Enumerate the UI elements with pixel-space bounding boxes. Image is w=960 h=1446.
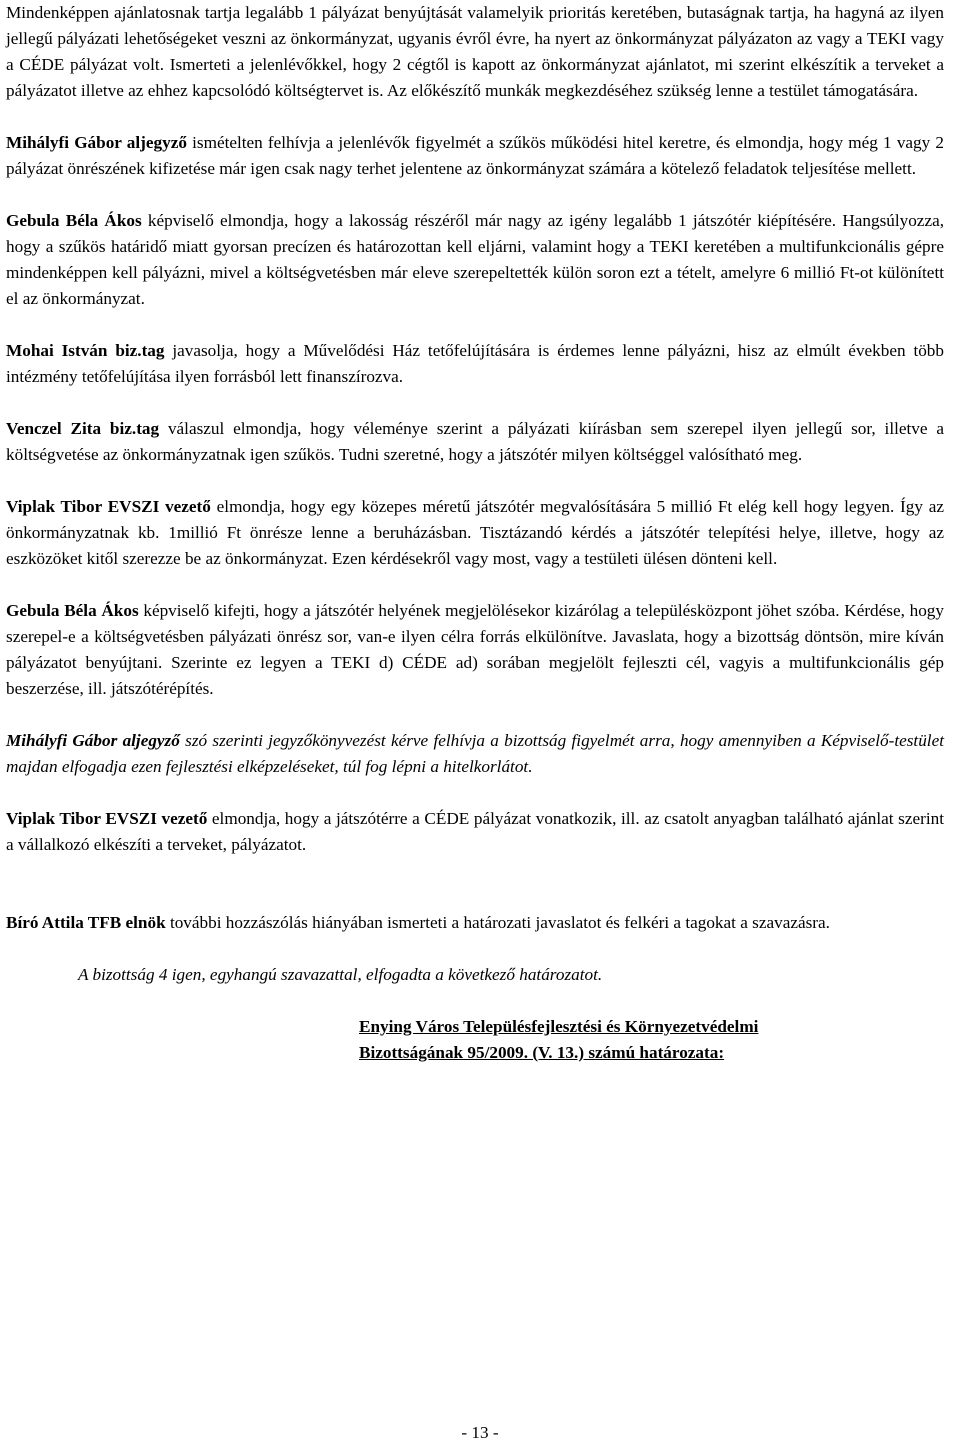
speaker-name: Mohai István biz.tag xyxy=(6,341,165,360)
paragraph-intro xyxy=(6,0,944,104)
resolution-title-line2: Bizottságának 95/2009. (V. 13.) számú határozata: xyxy=(359,1043,725,1062)
resolution-title-line1: Enying Város Településfejlesztési és Környezetvédelmi xyxy=(359,1017,759,1036)
decision-statement: A bizottság 4 igen, egyhangú szavazattal, elfogadta a következő határozatot. xyxy=(78,965,603,984)
resolution-title xyxy=(359,1014,959,1066)
paragraph-biro xyxy=(6,910,944,936)
paragraph-text: képviselő kifejti, hogy a játszótér helyének megjelölésekor kizárólag a településközpont jöhet szóba. Kérdése, hogy szerepel-e a költségvetésben pályázati önrész sor, van-e ilyen célra forrás elkülönítve. Javaslata, hogy a bizottság döntsön, mire kíván pályázatot benyújtani. Szerinte ez legyen a TEKI d) CÉDE ad) sorában megjelölt fejleszti cél, vagyis a multifunkcionális gép beszerzése, ill. játszótérépítés. xyxy=(6,601,944,698)
paragraph-gebula-2 xyxy=(6,598,944,702)
paragraph-text: válaszul elmondja, hogy véleménye szerint a pályázati kiírásban sem szerepel ilyen jellegű sor, illetve a költségvetése az önkormányzatnak igen szűkös. Tudni szeretné, hogy a játszótér milyen költséggel valósítható meg. xyxy=(6,419,944,464)
document-page xyxy=(6,0,944,1066)
paragraph-text: Mindenképpen ajánlatosnak tartja legalább 1 pályázat benyújtását valamelyik prioritás keretében, butaságnak tartja, ha hagyná az ilyen jellegű pályázati lehetőségeket veszni az önkormányzat, ugyanis évről évre, ha nyert az önkormányzat pályázaton az vagy a TEKI vagy a CÉDE pályázat volt. Ismerteti a jelenlévőkkel, hogy 2 cégtől is kapott az önkormányzat ajánlatot, mi szerint elkészítik a terveket a pályázatot illetve az ehhez kapcsolódó költségtervet is. Az előkészítő munkák megkezdéséhez szükség lenne a testület támogatására. xyxy=(6,3,944,100)
paragraph-text: javasolja, hogy a Művelődési Ház tetőfelújítására is érdemes lenne pályázni, hisz az elmúlt években több intézmény tetőfelújítása ilyen forrásból lett finanszírozva. xyxy=(6,341,944,386)
speaker-name: Venczel Zita biz.tag xyxy=(6,419,160,438)
paragraph-text: ismételten felhívja a jelenlévők figyelmét a szűkös működési hitel keretre, és elmondja, hogy még 1 vagy 2 pályázat önrészének kifizetése már igen csak nagy terhet jelentene az önkormányzat számára a kötelező feladatok teljesítése mellett. xyxy=(6,133,944,178)
paragraph-aljegyzo-2 xyxy=(6,728,944,780)
speaker-name: Gebula Béla Ákos xyxy=(6,601,139,620)
paragraph-gebula-1 xyxy=(6,208,944,312)
page-number: - 13 - xyxy=(461,1423,499,1442)
speaker-name: Viplak Tibor EVSZI vezető xyxy=(6,497,211,516)
paragraph-mohai xyxy=(6,338,944,390)
paragraph-viplak-2 xyxy=(6,806,944,858)
speaker-name: Viplak Tibor EVSZI vezető xyxy=(6,809,208,828)
paragraph-text: elmondja, hogy a játszótérre a CÉDE pályázat vonatkozik, ill. az csatolt anyagban található ajánlat szerint a vállalkozó elkészíti a terveket, pályázatot. xyxy=(6,809,944,854)
paragraph-text: képviselő elmondja, hogy a lakosság részéről már nagy az igény legalább 1 játszótér kiépítésére. Hangsúlyozza, hogy a szűkös határidő miatt gyorsan precízen és határozottan kell eljárni, valamint hogy a TEKI keretében a multifunkcionális gépre mindenképpen kell pályázni, mivel a költségvetésben már eleve szerepeltették külön soron ezt a tételt, amelyre 6 millió Ft-ot különített el az önkormányzat. xyxy=(6,211,944,308)
speaker-name: Mihályfi Gábor aljegyző xyxy=(6,731,180,750)
paragraph-text: szó szerinti jegyzőkönyvezést kérve felhívja a bizottság figyelmét arra, hogy amennyiben a Képviselő-testület majdan elfogadja ezen fejlesztési elképzeléseket, túl fog lépni a hitelkorlátot. xyxy=(6,731,944,776)
paragraph-aljegyzo-1 xyxy=(6,130,944,182)
speaker-name: Mihályfi Gábor aljegyző xyxy=(6,133,187,152)
speaker-name: Bíró Attila TFB elnök xyxy=(6,913,166,932)
paragraph-venczel xyxy=(6,416,944,468)
paragraph-text: további hozzászólás hiányában ismerteti a határozati javaslatot és felkéri a tagokat a szavazásra. xyxy=(165,913,830,932)
paragraph-viplak-1 xyxy=(6,494,944,572)
paragraph-text: elmondja, hogy egy közepes méretű játszótér megvalósítására 5 millió Ft elég kell hogy legyen. Így az önkormányzatnak kb. 1millió Ft önrésze lenne a beruházásban. Tisztázandó kérdés a játszótér telepítési helye, illetve, hogy az eszközöket kitől szerezze be az önkormányzat. Ezen kérdésekről vagy most, vagy a testületi ülésen dönteni kell. xyxy=(6,497,944,568)
speaker-name: Gebula Béla Ákos xyxy=(6,211,142,230)
